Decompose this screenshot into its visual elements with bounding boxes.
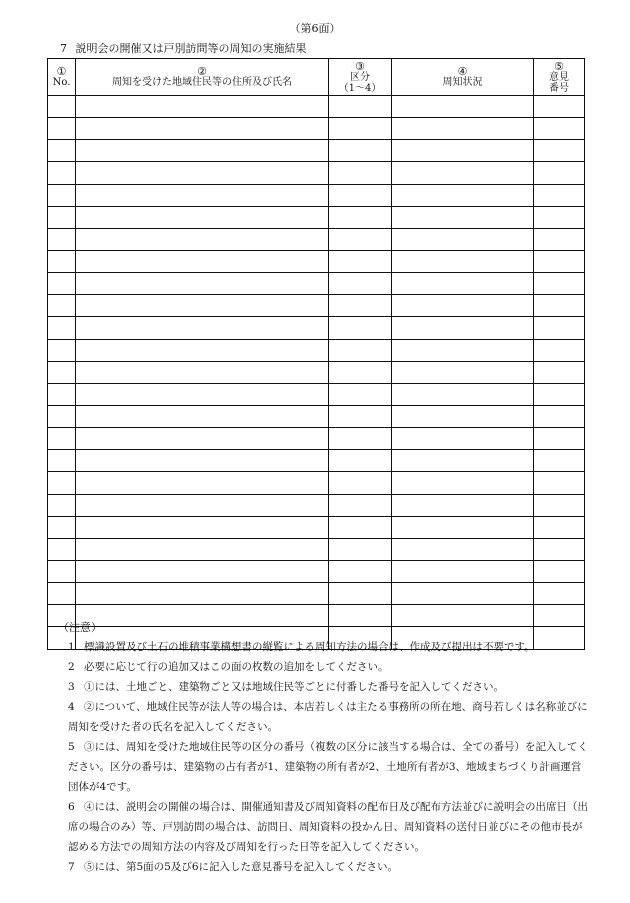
note-item (68, 797, 588, 857)
table-row (48, 383, 585, 405)
note-item (68, 657, 588, 677)
table-cell[interactable] (48, 560, 76, 582)
table-cell[interactable] (48, 184, 76, 206)
table-cell[interactable] (534, 428, 585, 450)
table-cell[interactable] (392, 295, 534, 317)
table-cell[interactable] (329, 162, 392, 184)
table-cell[interactable] (48, 405, 76, 427)
table-row (48, 560, 585, 582)
table-row (48, 450, 585, 472)
column-header-status (392, 59, 534, 96)
table-cell[interactable] (48, 428, 76, 450)
table-cell[interactable] (48, 516, 76, 538)
table-cell[interactable] (48, 206, 76, 228)
table-cell[interactable] (48, 295, 76, 317)
page-number: （第6面） (289, 22, 341, 35)
column-label: 区分 (350, 71, 370, 83)
table-cell[interactable] (392, 383, 534, 405)
table-cell[interactable] (48, 494, 76, 516)
table-cell[interactable] (329, 428, 392, 450)
table-cell[interactable] (392, 184, 534, 206)
table-cell[interactable] (76, 206, 329, 228)
table-cell[interactable] (76, 96, 329, 118)
table-cell[interactable] (534, 273, 585, 295)
table-cell[interactable] (392, 118, 534, 140)
table-cell[interactable] (534, 228, 585, 250)
table-cell[interactable] (392, 472, 534, 494)
notes-list (68, 637, 588, 877)
table-cell[interactable] (392, 96, 534, 118)
column-label: 周知を受けた地域住民等の住所及び氏名 (112, 77, 292, 88)
table-cell[interactable] (48, 383, 76, 405)
note-number: 7 (68, 861, 75, 873)
table-cell[interactable] (329, 494, 392, 516)
table-cell[interactable] (329, 405, 392, 427)
table-cell[interactable] (48, 339, 76, 361)
table-cell[interactable] (329, 273, 392, 295)
table-row (48, 361, 585, 383)
table-row (48, 428, 585, 450)
table-cell[interactable] (392, 339, 534, 361)
table-cell[interactable] (534, 538, 585, 560)
table-cell[interactable] (329, 118, 392, 140)
note-text: ④には、説明会の開催の場合は、開催通知書及び周知資料の配布日及び配布方法並びに説明会の出席日（出席の場合のみ）等、戸別訪問の場合は、訪問日、周知資料の投かん日、周知資料の送付日並びにその他市長が認める方法での周知方法の内容及び周知を行った日等を記入してください。 (68, 801, 588, 853)
column-header-opinion-number (534, 59, 585, 96)
table-header-row (48, 59, 585, 96)
note-text: ②について、地域住民等が法人等の場合は、本店若しくは主たる事務所の所在地、商号若しくは名称並びに周知を受けた者の氏名を記入してください。 (68, 701, 588, 733)
note-number: 6 (68, 801, 75, 813)
table-cell[interactable] (534, 605, 585, 627)
table-cell[interactable] (48, 317, 76, 339)
table-cell[interactable] (534, 206, 585, 228)
table-cell[interactable] (329, 605, 392, 627)
table-cell[interactable] (392, 162, 534, 184)
table-cell[interactable] (76, 516, 329, 538)
table-cell[interactable] (534, 405, 585, 427)
table-row (48, 538, 585, 560)
table-cell[interactable] (534, 339, 585, 361)
table-cell[interactable] (534, 162, 585, 184)
table-cell[interactable] (76, 472, 329, 494)
table-cell[interactable] (534, 472, 585, 494)
table-cell[interactable] (329, 583, 392, 605)
table-cell[interactable] (392, 273, 534, 295)
table-cell[interactable] (392, 560, 534, 582)
table-cell[interactable] (76, 560, 329, 582)
table-cell[interactable] (392, 428, 534, 450)
table-cell[interactable] (76, 162, 329, 184)
note-number: 5 (68, 741, 75, 753)
table-cell[interactable] (76, 428, 329, 450)
column-mark: ④ (457, 65, 468, 78)
column-header-no (48, 59, 76, 96)
table-cell[interactable] (392, 228, 534, 250)
column-mark: ⑤ (554, 59, 564, 73)
table-cell[interactable] (329, 250, 392, 272)
note-item (68, 677, 588, 697)
column-label-line2: 番号 (549, 82, 569, 94)
table-cell[interactable] (48, 140, 76, 162)
table-row (48, 339, 585, 361)
table-cell[interactable] (76, 118, 329, 140)
table-cell[interactable] (329, 472, 392, 494)
table-cell[interactable] (76, 273, 329, 295)
table-cell[interactable] (329, 295, 392, 317)
note-text: ①には、土地ごと、建築物ごと又は地域住民等ごとに付番した番号を記入してください。 (84, 681, 504, 693)
table-row (48, 273, 585, 295)
table-cell[interactable] (48, 273, 76, 295)
table-cell[interactable] (392, 140, 534, 162)
table-cell[interactable] (392, 450, 534, 472)
table-cell[interactable] (534, 317, 585, 339)
column-label: No. (52, 77, 71, 88)
note-item (68, 637, 588, 657)
table-row (48, 250, 585, 272)
table-row (48, 472, 585, 494)
table-cell[interactable] (392, 516, 534, 538)
table-row (48, 494, 585, 516)
column-header-address-name (76, 59, 329, 96)
table-cell[interactable] (534, 140, 585, 162)
table-row (48, 295, 585, 317)
table-cell[interactable] (48, 472, 76, 494)
table-cell[interactable] (329, 96, 392, 118)
column-mark: ① (56, 65, 67, 78)
table-cell[interactable] (76, 405, 329, 427)
table-cell[interactable] (76, 250, 329, 272)
table-cell[interactable] (76, 450, 329, 472)
table-cell[interactable] (329, 516, 392, 538)
table-cell[interactable] (392, 538, 534, 560)
note-number: 1 (68, 641, 75, 653)
table-cell[interactable] (76, 140, 329, 162)
table-cell[interactable] (48, 228, 76, 250)
note-text: ③には、周知を受けた地域住民等の区分の番号（複数の区分に該当する場合は、全ての番号）を記入してください。区分の番号は、建築物の占有者が1、建築物の所有者が2、土地所有者が3、地域まちづくり計画運営団体が4です。 (68, 741, 588, 793)
table-cell[interactable] (534, 184, 585, 206)
table-cell[interactable] (534, 361, 585, 383)
table-row (48, 162, 585, 184)
table-row (48, 228, 585, 250)
table-cell[interactable] (534, 560, 585, 582)
note-number: 4 (68, 701, 75, 713)
notes-heading: （注意） (58, 621, 102, 634)
table-cell[interactable] (48, 361, 76, 383)
table-cell[interactable] (48, 538, 76, 560)
table-cell[interactable] (534, 516, 585, 538)
table-row (48, 317, 585, 339)
table-cell[interactable] (329, 450, 392, 472)
notification-results-table (47, 58, 585, 650)
table-cell[interactable] (329, 560, 392, 582)
table-cell[interactable] (76, 583, 329, 605)
table-cell[interactable] (76, 538, 329, 560)
table-cell[interactable] (329, 383, 392, 405)
table-body (48, 96, 585, 650)
table-row (48, 405, 585, 427)
table-cell[interactable] (48, 96, 76, 118)
column-mark: ② (197, 65, 207, 78)
table-cell[interactable] (392, 317, 534, 339)
table-row (48, 140, 585, 162)
note-item (68, 857, 588, 877)
column-label: 周知状況 (442, 77, 483, 88)
table-cell[interactable] (534, 295, 585, 317)
table-row (48, 206, 585, 228)
table-cell[interactable] (76, 184, 329, 206)
column-mark: ③ (355, 59, 365, 73)
note-text: 標識設置及び土石の堆積事業構想書の縦覧による周知方法の場合は、作成及び提出は不要です。 (84, 641, 535, 653)
table-cell[interactable] (392, 494, 534, 516)
table-cell[interactable] (392, 405, 534, 427)
table-cell[interactable] (392, 206, 534, 228)
table-cell[interactable] (534, 383, 585, 405)
table-cell[interactable] (76, 361, 329, 383)
note-number: 3 (68, 681, 75, 693)
table-cell[interactable] (392, 605, 534, 627)
table-row (48, 516, 585, 538)
table-cell[interactable] (76, 339, 329, 361)
section-title-text: 説明会の開催又は戸別訪問等の周知の実施結果 (75, 42, 307, 55)
note-text: 必要に応じて行の追加又はこの面の枚数の追加をしてください。 (84, 661, 389, 673)
section-number: 7 (60, 42, 67, 55)
table-row (48, 96, 585, 118)
table-cell[interactable] (48, 162, 76, 184)
table-cell[interactable] (76, 494, 329, 516)
table-cell[interactable] (534, 583, 585, 605)
note-text: ⑤には、第5面の5及び6に記入した意見番号を記入してください。 (84, 861, 399, 873)
table-cell[interactable] (48, 450, 76, 472)
table-cell[interactable] (534, 494, 585, 516)
table-cell[interactable] (329, 361, 392, 383)
table-cell[interactable] (534, 96, 585, 118)
table-row (48, 184, 585, 206)
table-cell[interactable] (392, 361, 534, 383)
table-cell[interactable] (534, 450, 585, 472)
table-cell[interactable] (392, 583, 534, 605)
table-cell[interactable] (48, 583, 76, 605)
table-cell[interactable] (76, 317, 329, 339)
table-cell[interactable] (329, 140, 392, 162)
section-title (60, 40, 307, 56)
table-cell[interactable] (392, 250, 534, 272)
table-cell[interactable] (329, 317, 392, 339)
table-cell[interactable] (329, 339, 392, 361)
table-cell[interactable] (329, 538, 392, 560)
table-cell[interactable] (329, 228, 392, 250)
note-number: 2 (68, 661, 75, 673)
table-cell[interactable] (329, 206, 392, 228)
table-row (48, 583, 585, 605)
table-row (48, 118, 585, 140)
column-label-line2: （1～4） (338, 82, 382, 94)
note-item (68, 737, 588, 797)
table-cell[interactable] (48, 250, 76, 272)
table-cell[interactable] (76, 605, 329, 627)
table-cell[interactable] (76, 383, 329, 405)
table-row (48, 605, 585, 627)
note-item (68, 697, 588, 737)
table-cell[interactable] (76, 228, 329, 250)
table-cell[interactable] (329, 184, 392, 206)
column-header-category (329, 59, 392, 96)
table-cell[interactable] (534, 250, 585, 272)
column-label: 意見 (549, 71, 569, 83)
table-cell[interactable] (534, 118, 585, 140)
table-cell[interactable] (76, 295, 329, 317)
table-cell[interactable] (48, 118, 76, 140)
